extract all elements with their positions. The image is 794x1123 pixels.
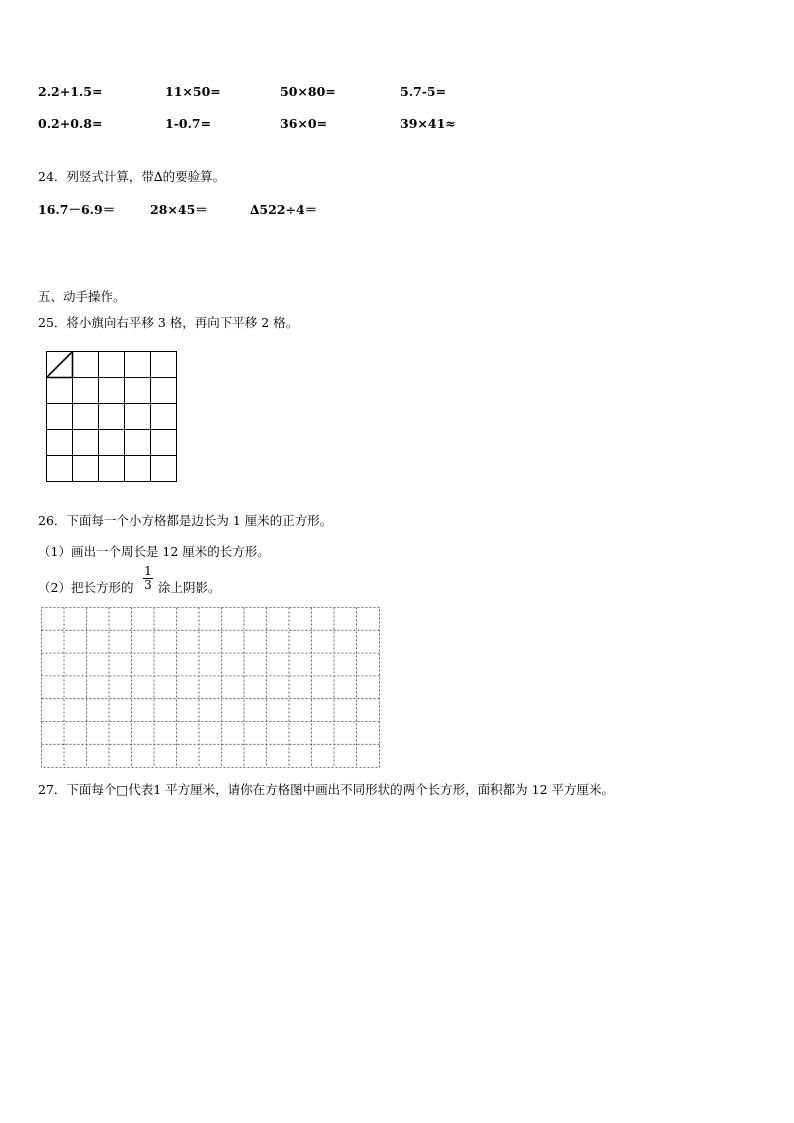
section-title: 五、动手操作。	[38, 289, 126, 304]
q24-item-1: 16.7－6.9＝	[38, 202, 116, 217]
q26-part2-prefix: （2）把长方形的	[38, 580, 134, 595]
q26-title: 26．下面每一个小方格都是边长为 1 厘米的正方形。	[38, 513, 333, 528]
oral-item-5: 0.2+0.8=	[38, 116, 103, 131]
oral-item-6: 1-0.7=	[165, 116, 212, 131]
oral-item-2: 11×50=	[165, 84, 221, 99]
oral-item-7: 36×0=	[280, 116, 328, 131]
flag-shape	[47, 352, 73, 378]
q24-title: 24．列竖式计算，带∆的要验算。	[38, 169, 226, 184]
q26-part1: （1）画出一个周长是 12 厘米的长方形。	[38, 544, 270, 559]
oral-item-4: 5.7-5=	[400, 84, 447, 99]
oral-item-1: 2.2+1.5=	[38, 84, 103, 99]
q24-item-3: ∆522÷4＝	[250, 202, 318, 217]
oral-item-3: 50×80=	[280, 84, 336, 99]
q25-title: 25．将小旗向右平移 3 格，再向下平移 2 格。	[38, 315, 299, 330]
fraction-one-third	[143, 565, 153, 592]
fraction-denominator: 3	[144, 578, 152, 592]
q27-title: 27．下面每个□代表1 平方厘米，请你在方格图中画出不同形状的两个长方形，面积都为 12 平方厘米。	[38, 782, 614, 797]
dotted-grid	[41, 607, 382, 769]
fraction-numerator: 1	[144, 564, 152, 578]
q26-part2-suffix: 涂上阴影。	[158, 580, 221, 595]
oral-item-8: 39×41≈	[400, 116, 456, 131]
flag-grid	[46, 351, 178, 483]
q24-item-2: 28×45＝	[150, 202, 208, 217]
